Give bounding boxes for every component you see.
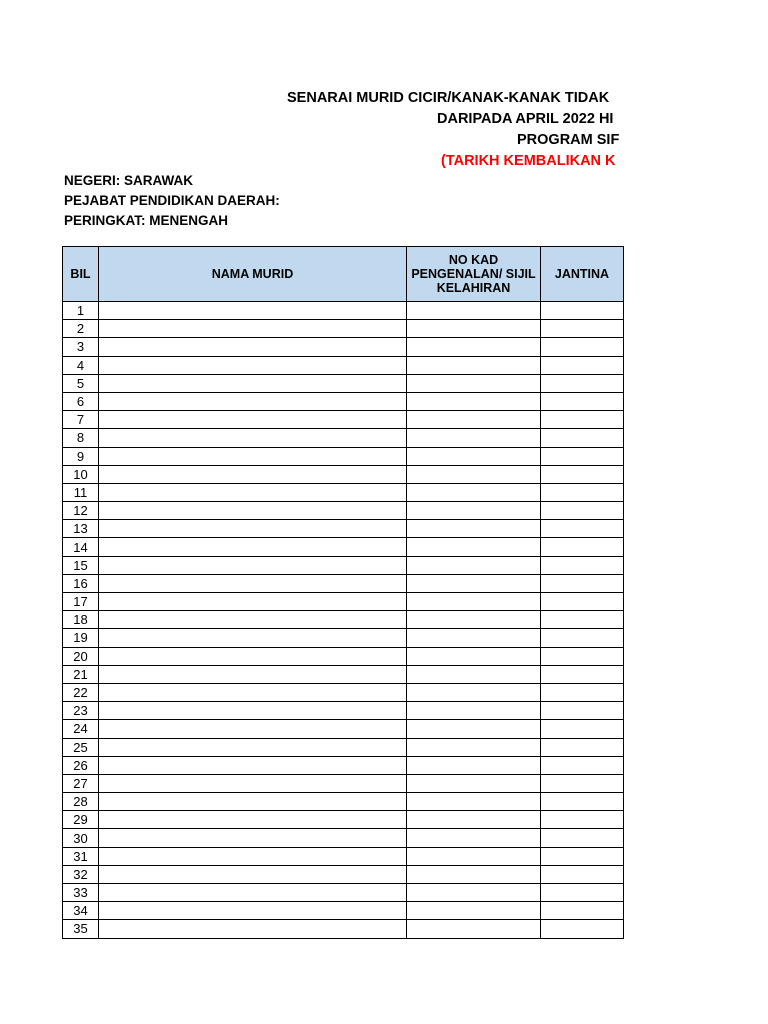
table-row xyxy=(63,702,624,720)
table-row xyxy=(63,774,624,792)
cell-bil: 20 xyxy=(63,647,99,665)
table-row xyxy=(63,447,624,465)
cell-nama[interactable] xyxy=(99,574,407,592)
cell-bil: 19 xyxy=(63,629,99,647)
cell-nama[interactable] xyxy=(99,320,407,338)
cell-bil: 13 xyxy=(63,520,99,538)
table-row xyxy=(63,320,624,338)
cell-nama[interactable] xyxy=(99,302,407,320)
table-row xyxy=(63,647,624,665)
col-header-ic xyxy=(407,247,541,302)
cell-ic[interactable] xyxy=(407,683,541,701)
cell-nama[interactable] xyxy=(99,902,407,920)
level-label: PERINGKAT: MENENGAH xyxy=(64,213,229,228)
cell-jantina[interactable] xyxy=(541,756,624,774)
cell-bil: 25 xyxy=(63,738,99,756)
cell-jantina[interactable] xyxy=(541,447,624,465)
cell-ic[interactable] xyxy=(407,756,541,774)
title-line-4 xyxy=(0,153,768,173)
cell-bil: 27 xyxy=(63,774,99,792)
table-row xyxy=(63,502,624,520)
cell-bil: 29 xyxy=(63,811,99,829)
cell-nama[interactable] xyxy=(99,520,407,538)
cell-bil: 3 xyxy=(63,338,99,356)
table-row xyxy=(63,847,624,865)
cell-bil: 2 xyxy=(63,320,99,338)
table-row xyxy=(63,538,624,556)
cell-jantina[interactable] xyxy=(541,793,624,811)
cell-jantina[interactable] xyxy=(541,429,624,447)
cell-ic[interactable] xyxy=(407,374,541,392)
cell-ic[interactable] xyxy=(407,556,541,574)
cell-nama[interactable] xyxy=(99,720,407,738)
cell-bil: 21 xyxy=(63,665,99,683)
cell-jantina[interactable] xyxy=(541,847,624,865)
table-row xyxy=(63,738,624,756)
cell-nama[interactable] xyxy=(99,356,407,374)
col-header-ic-line3: KELAHIRAN xyxy=(436,281,511,295)
cell-jantina[interactable] xyxy=(541,738,624,756)
cell-nama[interactable] xyxy=(99,865,407,883)
cell-bil: 24 xyxy=(63,720,99,738)
cell-ic[interactable] xyxy=(407,520,541,538)
cell-nama[interactable] xyxy=(99,774,407,792)
cell-jantina[interactable] xyxy=(541,302,624,320)
cell-nama[interactable] xyxy=(99,392,407,410)
cell-bil: 4 xyxy=(63,356,99,374)
cell-nama[interactable] xyxy=(99,502,407,520)
cell-ic[interactable] xyxy=(407,884,541,902)
table-row xyxy=(63,720,624,738)
cell-nama[interactable] xyxy=(99,920,407,938)
cell-ic[interactable] xyxy=(407,447,541,465)
cell-bil: 17 xyxy=(63,593,99,611)
table-row xyxy=(63,520,624,538)
cell-ic[interactable] xyxy=(407,392,541,410)
table-row xyxy=(63,665,624,683)
cell-ic[interactable] xyxy=(407,738,541,756)
cell-ic[interactable] xyxy=(407,665,541,683)
cell-nama[interactable] xyxy=(99,793,407,811)
cell-ic[interactable] xyxy=(407,483,541,501)
table-row xyxy=(63,338,624,356)
cell-jantina[interactable] xyxy=(541,811,624,829)
cell-bil: 18 xyxy=(63,611,99,629)
cell-ic[interactable] xyxy=(407,720,541,738)
cell-ic[interactable] xyxy=(407,502,541,520)
cell-jantina[interactable] xyxy=(541,665,624,683)
cell-nama[interactable] xyxy=(99,556,407,574)
cell-bil: 6 xyxy=(63,392,99,410)
cell-nama[interactable] xyxy=(99,811,407,829)
col-header-bil: BIL xyxy=(63,247,99,302)
cell-ic[interactable] xyxy=(407,702,541,720)
cell-bil: 33 xyxy=(63,884,99,902)
table-row xyxy=(63,411,624,429)
cell-jantina[interactable] xyxy=(541,392,624,410)
cell-ic[interactable] xyxy=(407,574,541,592)
cell-ic[interactable] xyxy=(407,774,541,792)
cell-nama[interactable] xyxy=(99,447,407,465)
cell-nama[interactable] xyxy=(99,665,407,683)
cell-nama[interactable] xyxy=(99,411,407,429)
cell-jantina[interactable] xyxy=(541,865,624,883)
cell-jantina[interactable] xyxy=(541,629,624,647)
cell-ic[interactable] xyxy=(407,538,541,556)
deadline-text: (TARIKH KEMBALIKAN K xyxy=(441,153,616,169)
cell-nama[interactable] xyxy=(99,538,407,556)
table-row xyxy=(63,629,624,647)
table-row xyxy=(63,811,624,829)
table-row xyxy=(63,356,624,374)
cell-nama[interactable] xyxy=(99,847,407,865)
cell-bil: 28 xyxy=(63,793,99,811)
cell-nama[interactable] xyxy=(99,702,407,720)
cell-nama[interactable] xyxy=(99,629,407,647)
cell-ic[interactable] xyxy=(407,411,541,429)
cell-jantina[interactable] xyxy=(541,338,624,356)
cell-jantina[interactable] xyxy=(541,884,624,902)
cell-ic[interactable] xyxy=(407,847,541,865)
cell-bil: 31 xyxy=(63,847,99,865)
cell-bil: 16 xyxy=(63,574,99,592)
table-row xyxy=(63,574,624,592)
table-row xyxy=(63,593,624,611)
cell-jantina[interactable] xyxy=(541,774,624,792)
title-text-2: DARIPADA APRIL 2022 HI xyxy=(437,111,614,127)
cell-bil: 35 xyxy=(63,920,99,938)
cell-jantina[interactable] xyxy=(541,465,624,483)
cell-jantina[interactable] xyxy=(541,720,624,738)
title-line-1 xyxy=(0,90,768,110)
cell-ic[interactable] xyxy=(407,611,541,629)
col-header-ic-line1: NO KAD xyxy=(448,253,499,267)
title-line-3 xyxy=(0,132,768,152)
cell-jantina[interactable] xyxy=(541,520,624,538)
cell-nama[interactable] xyxy=(99,483,407,501)
cell-bil: 23 xyxy=(63,702,99,720)
table-row xyxy=(63,392,624,410)
cell-jantina[interactable] xyxy=(541,411,624,429)
cell-ic[interactable] xyxy=(407,465,541,483)
student-table xyxy=(62,246,624,939)
title-text-1: SENARAI MURID CICIR/KANAK-KANAK TIDAK xyxy=(287,90,610,106)
cell-bil: 32 xyxy=(63,865,99,883)
cell-jantina[interactable] xyxy=(541,593,624,611)
cell-ic[interactable] xyxy=(407,902,541,920)
cell-bil: 22 xyxy=(63,683,99,701)
cell-ic[interactable] xyxy=(407,593,541,611)
cell-jantina[interactable] xyxy=(541,574,624,592)
col-header-jantina: JANTINA xyxy=(541,247,624,302)
table-row xyxy=(63,465,624,483)
cell-jantina[interactable] xyxy=(541,356,624,374)
cell-bil: 15 xyxy=(63,556,99,574)
cell-nama[interactable] xyxy=(99,756,407,774)
table-row xyxy=(63,756,624,774)
cell-ic[interactable] xyxy=(407,320,541,338)
cell-nama[interactable] xyxy=(99,647,407,665)
table-row xyxy=(63,302,624,320)
cell-ic[interactable] xyxy=(407,429,541,447)
table-row xyxy=(63,884,624,902)
cell-ic[interactable] xyxy=(407,793,541,811)
cell-bil: 14 xyxy=(63,538,99,556)
table-body xyxy=(63,302,624,939)
cell-ic[interactable] xyxy=(407,865,541,883)
cell-nama[interactable] xyxy=(99,611,407,629)
cell-ic[interactable] xyxy=(407,811,541,829)
table-row xyxy=(63,920,624,938)
table-row xyxy=(63,829,624,847)
cell-jantina[interactable] xyxy=(541,902,624,920)
cell-ic[interactable] xyxy=(407,356,541,374)
table-row xyxy=(63,865,624,883)
cell-ic[interactable] xyxy=(407,302,541,320)
table-header-row xyxy=(63,247,624,302)
cell-ic[interactable] xyxy=(407,338,541,356)
cell-bil: 1 xyxy=(63,302,99,320)
table-row xyxy=(63,902,624,920)
cell-jantina[interactable] xyxy=(541,611,624,629)
cell-jantina[interactable] xyxy=(541,483,624,501)
table-row xyxy=(63,429,624,447)
cell-bil: 12 xyxy=(63,502,99,520)
cell-bil: 11 xyxy=(63,483,99,501)
cell-ic[interactable] xyxy=(407,647,541,665)
state-label: NEGERI: SARAWAK xyxy=(64,173,194,188)
table-row xyxy=(63,611,624,629)
cell-ic[interactable] xyxy=(407,629,541,647)
cell-ic[interactable] xyxy=(407,920,541,938)
table-row xyxy=(63,374,624,392)
table-row xyxy=(63,793,624,811)
cell-jantina[interactable] xyxy=(541,320,624,338)
cell-jantina[interactable] xyxy=(541,647,624,665)
col-header-nama: NAMA MURID xyxy=(99,247,407,302)
cell-jantina[interactable] xyxy=(541,538,624,556)
cell-nama[interactable] xyxy=(99,683,407,701)
cell-jantina[interactable] xyxy=(541,829,624,847)
table-row xyxy=(63,556,624,574)
cell-jantina[interactable] xyxy=(541,502,624,520)
cell-bil: 7 xyxy=(63,411,99,429)
cell-jantina[interactable] xyxy=(541,702,624,720)
cell-nama[interactable] xyxy=(99,593,407,611)
cell-nama[interactable] xyxy=(99,465,407,483)
cell-jantina[interactable] xyxy=(541,556,624,574)
cell-nama[interactable] xyxy=(99,338,407,356)
cell-jantina[interactable] xyxy=(541,374,624,392)
district-office-label: PEJABAT PENDIDIKAN DAERAH: xyxy=(64,193,280,208)
col-header-ic-line2: PENGENALAN/ SIJIL xyxy=(411,267,536,281)
title-text-3: PROGRAM SIF xyxy=(517,132,620,148)
cell-bil: 30 xyxy=(63,829,99,847)
cell-bil: 5 xyxy=(63,374,99,392)
cell-nama[interactable] xyxy=(99,738,407,756)
table-row xyxy=(63,683,624,701)
cell-ic[interactable] xyxy=(407,829,541,847)
cell-nama[interactable] xyxy=(99,374,407,392)
cell-nama[interactable] xyxy=(99,884,407,902)
cell-jantina[interactable] xyxy=(541,920,624,938)
cell-bil: 10 xyxy=(63,465,99,483)
cell-bil: 9 xyxy=(63,447,99,465)
cell-jantina[interactable] xyxy=(541,683,624,701)
table-row xyxy=(63,483,624,501)
title-line-2 xyxy=(0,111,768,131)
cell-bil: 34 xyxy=(63,902,99,920)
cell-nama[interactable] xyxy=(99,429,407,447)
cell-bil: 26 xyxy=(63,756,99,774)
cell-bil: 8 xyxy=(63,429,99,447)
cell-nama[interactable] xyxy=(99,829,407,847)
